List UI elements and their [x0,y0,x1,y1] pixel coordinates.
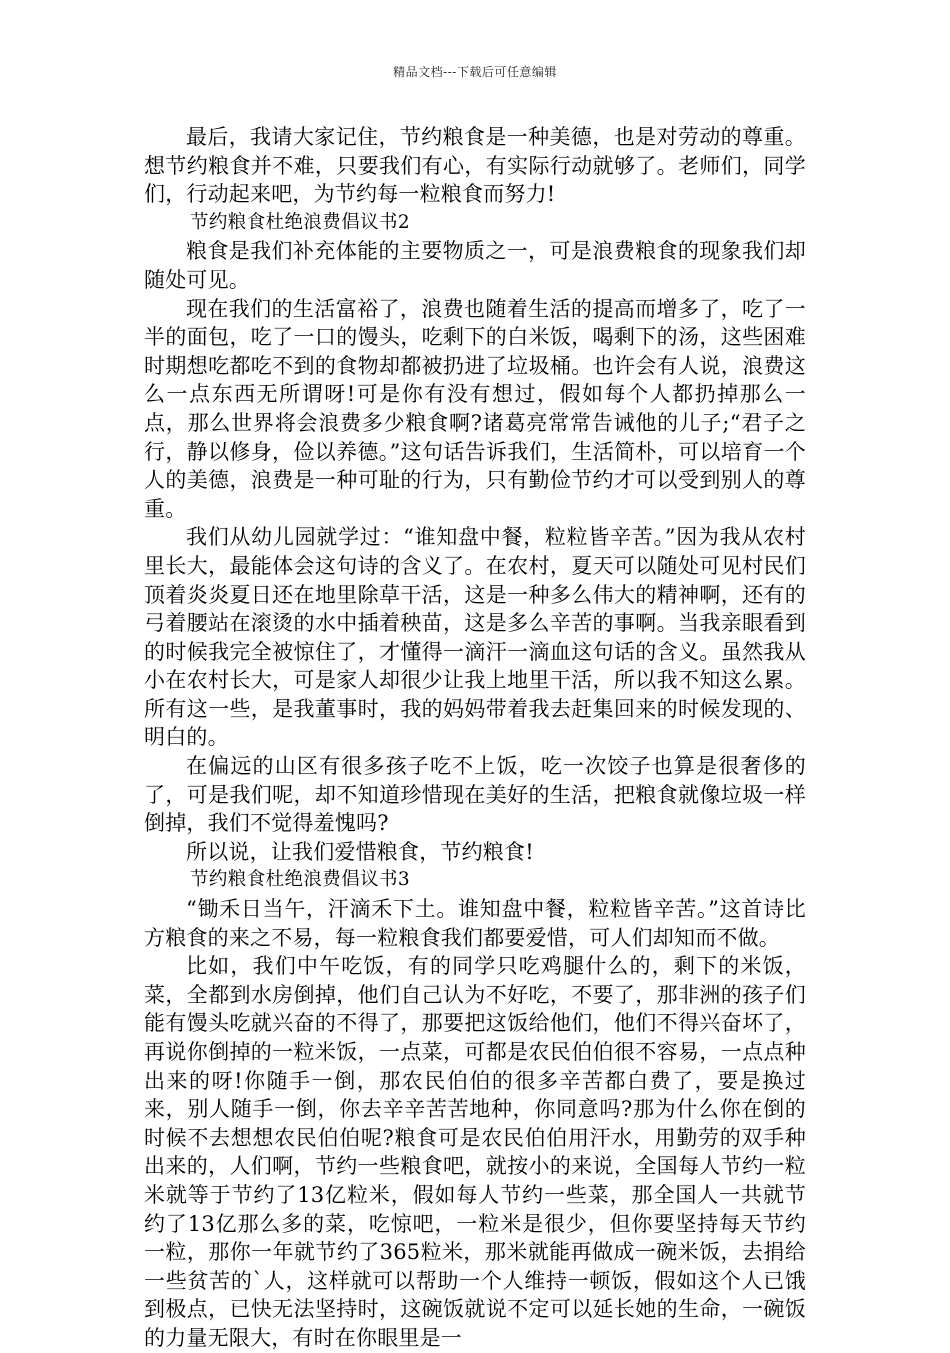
paragraph-mountain-children: 在偏远的山区有很多孩子吃不上饭，吃一次饺子也算是很奢侈的了，可是我们呢，却不知道珍惜现在美好的生活，把粮食就像垃圾一样倒掉，我们不觉得羞愧吗? [144,754,806,836]
paragraph-conclusion: 最后，我请大家记住，节约粮食是一种美德，也是对劳动的尊重。想节约粮食并不难，只要我们有心，有实际行动就够了。老师们，同学们，行动起来吧，为节约每一粒粮食而努力! [144,125,806,207]
section-heading-2: 节约粮食杜绝浪费倡议书2 [190,211,411,233]
paragraph-poem: “锄禾日当午，汗滴禾下土。谁知盘中餐，粒粒皆辛苦。”这首诗比方粮食的来之不易，每一粒粮食我们都要爱惜，可人们却知而不做。 [144,897,806,950]
paragraph-village: 我们从幼儿园就学过：“谁知盘中餐，粒粒皆辛苦。”因为我从农村里长大，最能体会这句诗的含义了。在农村，夏天可以随处可见村民们顶着炎炎夏日还在地里除草干活，这是一种多么伟大的精神啊，还有的弓着腰站在滚烫的水中插着秧苗，这是多么辛苦的事啊。当我亲眼看到的时候我完全被惊住了，才懂得一滴汗一滴血这句话的含义。虽然我从小在农村长大，可是家人却很少让我上地里干活，所以我不知这么累。所有这一些，是我董事时，我的妈妈带着我去赶集回来的时候发现的、明白的。 [144,525,806,750]
paragraph-lunch-example: 比如，我们中午吃饭，有的同学只吃鸡腿什么的，剩下的米饭，菜，全都到水房倒掉，他们自己认为不好吃，不要了，那非洲的孩子们能有馒头吃就兴奋的不得了，那要把这饭给他们，他们不得兴奋坏了，再说你倒掉的一粒米饭，一点菜，可都是农民伯伯很不容易，一点点种出来的呀!你随手一倒，那农民伯伯的很多辛苦都白费了，要是换过来，别人随手一倒，你去辛辛苦苦地种，你同意吗?那为什么你在倒的时候不去想想农民伯伯呢?粮食可是农民伯伯用汗水，用勤劳的双手种出来的，人们啊，节约一些粮食吧，就按小的来说，全国每人节约一粒米就等于节约了13亿粒米，假如每人节约一些菜，那全国人一共就节约了13亿那么多的菜，吃惊吧，一粒米是很少，但你要坚持每天节约一粒，那你一年就节约了365粒米，那米就能再做成一碗米饭，去捐给一些贫苦的`人，这样就可以帮助一个人维持一顿饭，假如这个人已饿到极点，已快无法坚持时，这碗饭就说不定可以延长她的生命，一碗饭的力量无限大，有时在你眼里是一 [144,954,806,1350]
paragraph-waste-life: 现在我们的生活富裕了，浪费也随着生活的提高而增多了，吃了一半的面包，吃了一口的馒头，吃剩下的白米饭，喝剩下的汤，这些困难时期想吃都吃不到的食物却都被扔进了垃圾桶。也许会有人说，浪费这么一点东西无所谓呀!可是你有没有想过，假如每个人都扔掉那么一点，那么世界将会浪费多少粮食啊?诸葛亮常常告诫他的儿子;“君子之行，静以修身，俭以养德。”这句话告诉我们，生活简朴，可以培育一个人的美德，浪费是一种可耻的行为，只有勤俭节约才可以受到别人的尊重。 [144,296,806,521]
document-body [144,123,806,1353]
paragraph-food-intro: 粮食是我们补充体能的主要物质之一，可是浪费粮食的现象我们却随处可见。 [144,239,806,292]
section-heading-3: 节约粮食杜绝浪费倡议书3 [190,869,411,891]
paragraph-cherish-food: 所以说，让我们爱惜粮食，节约粮食! [186,839,534,864]
header-note: 精品文档---下载后可任意编辑 [393,65,557,79]
